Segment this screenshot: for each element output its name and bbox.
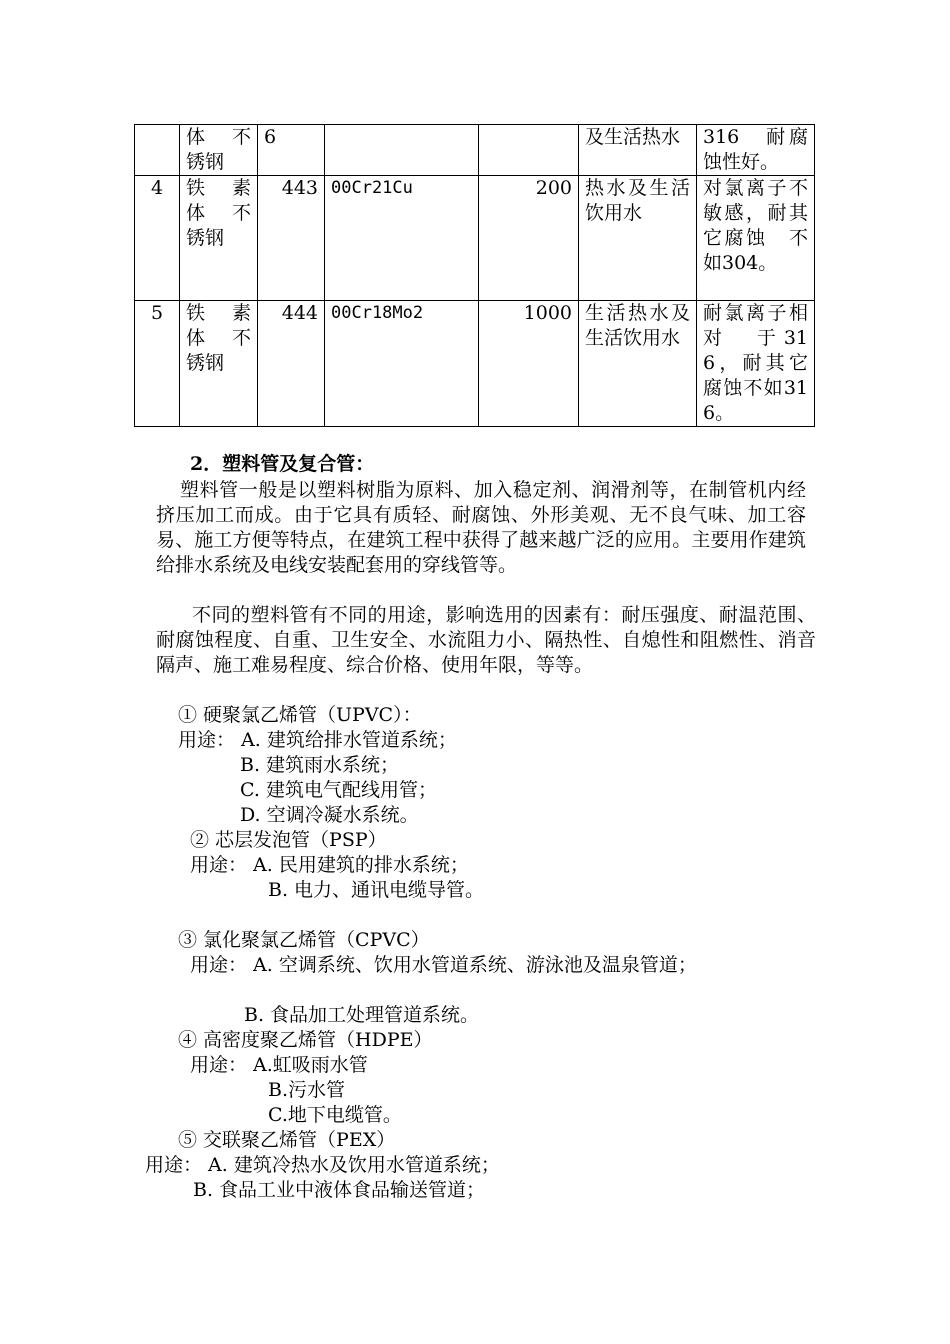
psp-title: ② 芯层发泡管（PSP） (190, 829, 387, 851)
cell-temp: 200 (479, 176, 579, 301)
cpvc-usage-b: B. 食品加工处理管道系统。 (244, 1004, 480, 1026)
upvc-usage-c: C. 建筑电气配线用管； (240, 779, 437, 801)
cell-material: 铁 素体 不锈钢 (180, 176, 258, 301)
cell-no: 4 (135, 176, 180, 301)
cell-usage: 及生活热水 (579, 125, 697, 176)
pex-usage-a: 用途： A. 建筑冷热水及饮用水管道系统； (145, 1154, 500, 1176)
cell-no (135, 125, 180, 176)
hdpe-usage-b: B.污水管 (268, 1079, 346, 1101)
cpvc-title: ③ 氯化聚氯乙烯管（CPVC） (178, 929, 430, 951)
cell-note: 耐氯离子相 对 于316，耐其它腐蚀不如316。 (697, 301, 815, 427)
cell-note: 对氯离子不敏感，耐其它腐蚀 不 如304。 (697, 176, 815, 301)
cell-material: 铁 素体 不锈钢 (180, 301, 258, 427)
cell-usage: 生活热水及生活饮用水 (579, 301, 697, 427)
psp-usage-b: B. 电力、通讯电缆导管。 (268, 879, 485, 901)
table-row (135, 301, 815, 427)
cpvc-usage-a: 用途： A. 空调系统、饮用水管道系统、游泳池及温泉管道； (190, 954, 697, 976)
cell-designation: 00Cr21Cu (325, 176, 479, 301)
factors-paragraph: 不同的塑料管有不同的用途，影响选用的因素有：耐压强度、耐温范围、耐腐蚀程度、自重、卫生安全、水流阻力小、隔热性、自熄性和阻燃性、消音隔声、施工难易程度、综合价格、使用年限，等等。 (156, 604, 816, 676)
cell-material: 体 不锈钢 (180, 125, 258, 176)
cell-grade: 6 (258, 125, 325, 176)
cell-usage: 热水及生活饮用水 (579, 176, 697, 301)
upvc-title: ① 硬聚氯乙烯管（UPVC）： (178, 704, 422, 726)
psp-usage-a: 用途： A. 民用建筑的排水系统； (190, 854, 469, 876)
pex-title: ⑤ 交联聚乙烯管（PEX） (178, 1129, 396, 1151)
hdpe-title: ④ 高密度聚乙烯管（HDPE） (178, 1029, 433, 1051)
cell-grade: 443 (258, 176, 325, 301)
cell-designation: 00Cr18Mo2 (325, 301, 479, 427)
section-heading: 2．塑料管及复合管： (190, 453, 375, 475)
table-row (135, 125, 815, 176)
cell-no: 5 (135, 301, 180, 427)
hdpe-usage-c: C.地下电缆管。 (268, 1104, 402, 1126)
cell-grade: 444 (258, 301, 325, 427)
cell-designation (325, 125, 479, 176)
cell-temp: 1000 (479, 301, 579, 427)
upvc-usage-a: 用途： A. 建筑给排水管道系统； (178, 729, 457, 751)
upvc-usage-d: D. 空调冷凝水系统。 (240, 804, 419, 826)
upvc-usage-b: B. 建筑雨水系统； (240, 754, 400, 776)
table-row (135, 176, 815, 301)
hdpe-usage-a: 用途： A.虹吸雨水管 (190, 1054, 368, 1076)
intro-paragraph: 塑料管一般是以塑料树脂为原料、加入稳定剂、润滑剂等，在制管机内经挤压加工而成。由于它具有质轻、耐腐蚀、外形美观、无不良气味、加工容易、施工方便等特点，在建筑工程中获得了越来越广泛的应用。主要用作建筑给排水系统及电线安装配套用的穿线管等。 (156, 479, 806, 576)
pex-usage-b: B. 食品工业中液体食品输送管道； (193, 1179, 486, 1201)
stainless-steel-table (134, 124, 828, 427)
cell-temp (479, 125, 579, 176)
cell-note: 316 耐腐蚀性好。 (697, 125, 815, 176)
